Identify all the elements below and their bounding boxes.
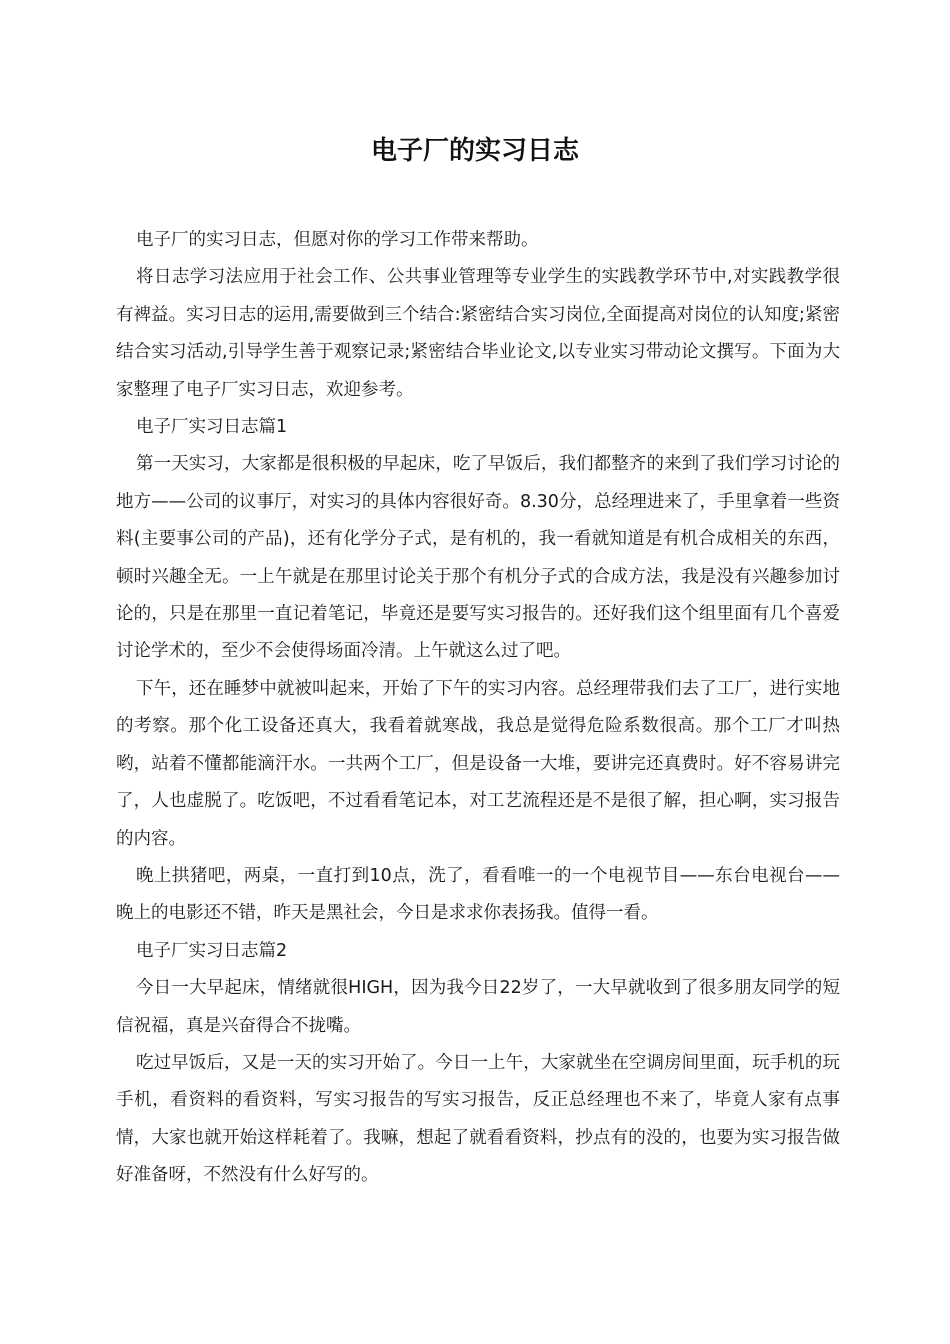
paragraph-method: 将日志学习法应用于社会工作、公共事业管理等专业学生的实践教学环节中,对实践教学很有裨益。实习日志的运用,需要做到三个结合:紧密结合实习岗位,全面提高对岗位的认知度;紧密结合实习活动,引导学生善于观察记录;紧密结合毕业论文,以专业实习带动论文撰写。下面为大家整理了电子厂实习日志，欢迎参考。 bbox=[116, 267, 840, 400]
paragraph-intro: 电子厂的实习日志，但愿对你的学习工作带来帮助。 bbox=[136, 230, 539, 250]
document-body bbox=[116, 222, 840, 1195]
paragraph-day2-morning: 吃过早饭后，又是一天的实习开始了。今日一上午，大家就坐在空调房间里面，玩手机的玩手机，看资料的看资料，写实习报告的写实习报告，反正总经理也不来了，毕竟人家有点事情，大家也就开始这样耗着了。我嘛，想起了就看看资料，抄点有的没的，也要为实习报告做好准备呀，不然没有什么好写的。 bbox=[116, 1052, 840, 1186]
section-heading-1: 电子厂实习日志篇1 bbox=[136, 417, 288, 438]
section-heading-2: 电子厂实习日志篇2 bbox=[136, 940, 288, 961]
paragraph-day1-morning: 第一天实习，大家都是很积极的早起床，吃了早饭后，我们都整齐的来到了我们学习讨论的地方——公司的议事厅，对实习的具体内容很好奇。8.30分，总经理进来了，手里拿着一些资料(主要事公司的产品)，还有化学分子式，是有机的，我一看就知道是有机合成相关的东西，顿时兴趣全无。一上午就是在那里讨论关于那个有机分子式的合成方法，我是没有兴趣参加讨论的，只是在那里一直记着笔记，毕竟还是要写实习报告的。还好我们这个组里面有几个喜爱讨论学术的，至少不会使得场面冷清。上午就这么过了吧。 bbox=[116, 454, 840, 662]
paragraph-day1-evening: 晚上拱猪吧，两桌，一直打到10点，洗了，看看唯一的一个电视节目——东台电视台——晚上的电影还不错，昨天是黑社会，今日是求求你表扬我。值得一看。 bbox=[116, 865, 840, 924]
document-title: 电子厂的实习日志 bbox=[370, 136, 579, 166]
paragraph-day1-afternoon: 下午，还在睡梦中就被叫起来，开始了下午的实习内容。总经理带我们去了工厂，进行实地的考察。那个化工设备还真大，我看着就寒战，我总是觉得危险系数很高。那个工厂才叫热哟，站着不懂都能滴汗水。一共两个工厂，但是设备一大堆，要讲完还真费时。好不容易讲完了，人也虚脱了。吃饭吧，不过看看笔记本，对工艺流程还是不是很了解，担心啊，实习报告的内容。 bbox=[116, 678, 840, 849]
paragraph-birthday: 今日一大早起床，情绪就很HIGH，因为我今日22岁了，一大早就收到了很多朋友同学的短信祝福，真是兴奋得合不拢嘴。 bbox=[116, 978, 840, 1036]
